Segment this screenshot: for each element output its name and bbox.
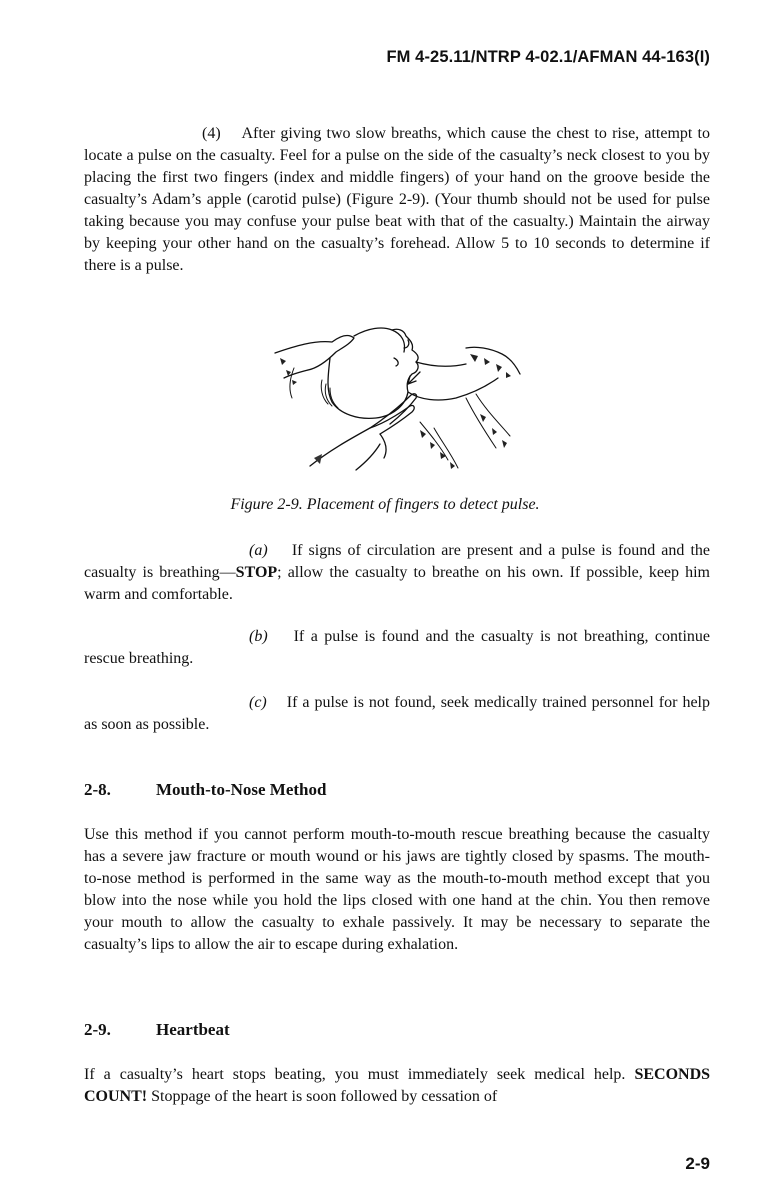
section-heading-2-8 bbox=[84, 780, 326, 800]
paragraph-text: After giving two slow breaths, which cause the chest to rise, attempt to locate a pulse on the casualty. Feel for a pulse on the side of the casualty’s neck closest to you by placing the first two fingers (index and middle fingers) of your hand on the groove beside the casualty’s Adam’s apple (carotid pulse) (Figure 2-9). (Your thumb should not be used for pulse taking because you may confuse your pulse beat with that of the casualty.) Maintain the airway by keeping your other hand on the casualty’s forehead. Allow 5 to 10 seconds to determine if there is a pulse. bbox=[84, 125, 711, 274]
section-text: If a casualty’s heart stops beating, you must immediately seek medical help. bbox=[84, 1066, 626, 1083]
subparagraph-text: If signs of circulation are present and a pulse is found and the casualty is breathing— bbox=[84, 542, 710, 581]
subparagraph-a bbox=[84, 540, 710, 606]
paragraph-lead: (4) bbox=[202, 125, 221, 142]
section-heading-2-9 bbox=[84, 1020, 230, 1040]
section-number: 2-9. bbox=[84, 1020, 111, 1039]
page-number: 2-9 bbox=[685, 1154, 710, 1173]
section-2-8-body bbox=[84, 824, 710, 956]
running-header: FM 4-25.11/NTRP 4-02.1/AFMAN 44-163(I) bbox=[386, 48, 710, 66]
figure-caption: Figure 2-9. Placement of fingers to detect pulse. bbox=[230, 496, 540, 513]
subparagraph-lead: (c) bbox=[249, 694, 267, 711]
emphasis-stop: STOP bbox=[235, 564, 278, 581]
section-title: Heartbeat bbox=[156, 1020, 230, 1039]
section-text-cont: Stoppage of the heart is soon followed by cessation of bbox=[147, 1088, 498, 1105]
subparagraph-lead: (b) bbox=[249, 628, 268, 645]
subparagraph-text-cont: ; allow the casualty to breathe on his own. If possible, keep him warm and comfortable. bbox=[84, 564, 711, 603]
section-number: 2-8. bbox=[84, 780, 111, 799]
subparagraph-b bbox=[84, 626, 710, 670]
rescuer-hand-forehead bbox=[275, 335, 354, 370]
subparagraph-c bbox=[84, 692, 710, 736]
subparagraph-text: If a pulse is found and the casualty is not breathing, continue rescue breathing. bbox=[84, 628, 711, 667]
section-title: Mouth-to-Nose Method bbox=[156, 780, 327, 799]
casualty-face bbox=[392, 329, 418, 392]
paragraph-4 bbox=[84, 123, 710, 277]
subparagraph-lead: (a) bbox=[249, 542, 268, 559]
emphasis-seconds-count: SECONDS COUNT! bbox=[84, 1066, 711, 1105]
section-text: Use this method if you cannot perform mouth-to-mouth rescue breathing because the casualty has a severe jaw fracture or mouth wound or his jaws are tightly closed by spasms. The mouth-to-nose method is performed in the same way as the mouth-to-mouth method except that you blow into the nose while you hold the lips closed with one hand at the chin. You then remove your mouth to allow the casualty to exhale passively. It may be necessary to separate the casualty’s lips to allow the air to escape during exhalation. bbox=[84, 826, 710, 953]
subparagraph-text: If a pulse is not found, seek medically trained personnel for help as soon as possible. bbox=[84, 694, 711, 733]
section-2-9-body bbox=[84, 1064, 710, 1108]
pulse-check-illustration bbox=[270, 318, 525, 478]
rescuer-hand-fingers bbox=[310, 394, 417, 466]
casualty-neck bbox=[408, 378, 498, 400]
